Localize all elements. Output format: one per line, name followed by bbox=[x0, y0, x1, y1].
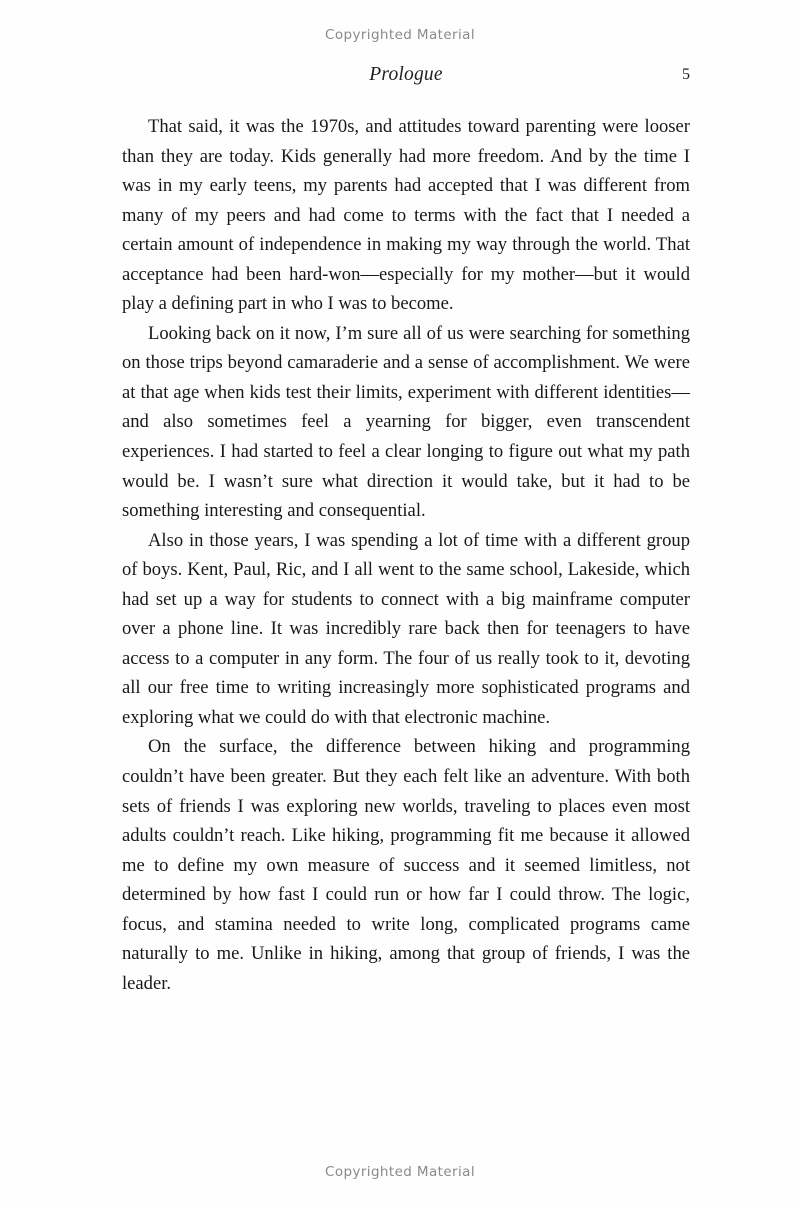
running-head-chapter-title: Prologue bbox=[369, 64, 443, 85]
running-head bbox=[122, 64, 690, 92]
body-paragraph: Also in those years, I was spending a lot of time with a different group of boys. Kent, Paul, Ric, and I all went to the same school, Lakeside, which had set up a way for students to connect with a big mainframe computer over a phone line. It was incredibly rare back then for teenagers to have access to a computer in any form. The four of us really took to it, devoting all our free time to writing increasingly more sophisticated programs and exploring what we could do with that electronic machine. bbox=[122, 529, 690, 728]
page-number: 5 bbox=[682, 66, 690, 83]
body-paragraph: Looking back on it now, I’m sure all of us were searching for something on those trips beyond camaraderie and a sense of accomplishment. We were at that age when kids test their limits, experiment with different identities—and also sometimes feel a yearning for bigger, even transcendent experiences. I had started to feel a clear longing to figure out what my path would be. I wasn’t sure what direction it would take, but it had to be something interesting and consequential. bbox=[122, 322, 690, 522]
body-paragraph: That said, it was the 1970s, and attitudes toward parenting were looser than they are today. Kids generally had more freedom. And by the time I was in my early teens, my parents had accepted that I was different from many of my peers and had come to terms with the fact that I needed a certain amount of independence in making my way through the world. That acceptance had been hard-won—especially for my mother—but it would play a defining part in who I was to become. bbox=[122, 116, 690, 315]
copyright-watermark-bottom: Copyrighted Material bbox=[325, 1164, 475, 1180]
body-text-block bbox=[122, 112, 690, 998]
copyright-watermark-top: Copyrighted Material bbox=[325, 27, 475, 43]
body-paragraph: On the surface, the difference between hiking and programming couldn’t have been greater. But they each felt like an adventure. With both sets of friends I was exploring new worlds, traveling to places even most adults couldn’t reach. Like hiking, programming fit me because it allowed me to define my own measure of success and it seemed limitless, not determined by how fast I could run or how far I could throw. The logic, focus, and stamina needed to write long, complicated programs came naturally to me. Unlike in hiking, among that group of friends, I was the leader. bbox=[122, 736, 690, 994]
